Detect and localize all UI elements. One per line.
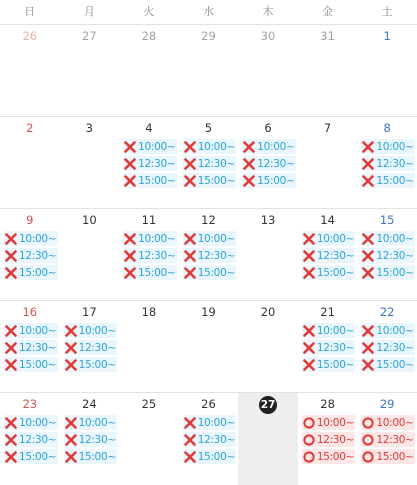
time-slot-full [123,265,177,280]
weekday-mon: 月 [83,5,95,18]
day-number: 21 [320,305,335,319]
time-slot-full [64,357,118,372]
cross-mark-icon [4,324,18,338]
time-slot-available[interactable] [361,449,415,464]
slot-time: 10:00~ [257,140,295,153]
slot-time: 15:00~ [316,450,355,463]
time-slot-full [361,156,415,171]
day-cell[interactable] [238,117,298,209]
day-number: 22 [379,305,395,319]
cross-mark-icon [4,450,18,464]
time-slot-full [302,357,356,372]
day-cell[interactable] [298,301,358,393]
time-slot-full [64,323,118,338]
cross-mark-icon [64,433,78,447]
time-slot-full [302,340,356,355]
day-cell[interactable] [238,209,298,301]
slot-time: 12:30~ [197,157,235,170]
cross-mark-icon [4,433,18,447]
time-slot-available[interactable] [361,432,415,447]
weekday-sat: 土 [381,5,393,18]
time-slot-available[interactable] [302,449,356,464]
day-number: 23 [22,397,38,411]
time-slot-full [183,265,237,280]
day-number: 6 [264,121,272,135]
slot-time: 15:00~ [197,266,235,279]
day-cell[interactable] [119,117,179,209]
slot-time: 15:00~ [19,358,57,371]
day-cell[interactable] [357,25,417,117]
time-slot-full [361,323,415,338]
cross-mark-icon [361,341,375,355]
day-number: 26 [201,397,216,411]
circle-mark-icon [302,433,316,447]
cross-mark-icon [361,249,375,263]
day-number: 1 [383,29,391,43]
cross-mark-icon [242,174,256,188]
time-slot-full [123,156,177,171]
slot-time: 10:00~ [376,140,414,153]
day-cell[interactable] [0,301,60,393]
weekday-wed: 水 [202,5,214,18]
slot-time: 10:00~ [316,232,355,245]
day-number: 24 [82,397,97,411]
slot-time: 12:30~ [316,433,355,446]
slot-time: 10:00~ [19,232,57,245]
time-slot-full [4,432,58,447]
day-number: 25 [141,397,157,411]
weekday-fri: 金 [322,5,334,18]
slot-time: 15:00~ [138,266,176,279]
time-slot-full [302,323,356,338]
slot-time: 15:00~ [376,358,414,371]
slot-time: 10:00~ [376,416,414,429]
day-number: 29 [379,397,395,411]
weekday-thu: 木 [262,5,274,18]
day-number: 14 [320,213,335,227]
slot-time: 15:00~ [376,174,414,187]
cross-mark-icon [183,249,197,263]
slot-time: 10:00~ [376,324,414,337]
day-number: 17 [82,305,97,319]
day-number: 3 [85,121,93,135]
cross-mark-icon [242,140,256,154]
time-slot-full [4,265,58,280]
cross-mark-icon [64,450,78,464]
slot-time: 12:30~ [376,249,414,262]
slot-time: 12:30~ [19,249,57,262]
time-slot-full [123,231,177,246]
cross-mark-icon [183,140,197,154]
slot-time: 10:00~ [316,416,355,429]
day-number: 20 [260,305,276,319]
day-number: 18 [141,305,157,319]
day-cell[interactable] [179,117,239,209]
day-cell[interactable] [119,301,179,393]
circle-mark-icon [361,416,375,430]
cross-mark-icon [123,249,137,263]
time-slot-full [64,340,118,355]
circle-mark-icon [302,416,316,430]
cross-mark-icon [183,433,197,447]
day-cell[interactable] [0,393,60,485]
cross-mark-icon [242,157,256,171]
slot-time: 10:00~ [197,416,235,429]
time-slot-full [4,323,58,338]
day-number: 7 [323,121,332,135]
time-slot-available[interactable] [302,432,356,447]
slot-time: 15:00~ [316,266,355,279]
slot-time: 10:00~ [78,416,116,429]
time-slot-full [4,357,58,372]
cross-mark-icon [302,232,316,246]
time-slot-full [361,231,415,246]
cross-mark-icon [183,416,197,430]
slot-time: 15:00~ [316,358,355,371]
cross-mark-icon [4,358,18,372]
day-number: 2 [26,121,34,135]
weekday-header [0,0,417,25]
day-cell[interactable] [179,393,239,485]
time-slot-full [183,449,237,464]
slot-time: 12:30~ [138,157,176,170]
cross-mark-icon [183,174,197,188]
day-cell[interactable] [0,209,60,301]
day-number: 8 [383,121,391,135]
time-slot-full [123,139,177,154]
time-slot-full [361,248,415,263]
cross-mark-icon [302,341,316,355]
day-cell[interactable] [179,25,239,117]
slot-time: 12:30~ [138,249,176,262]
cross-mark-icon [4,341,18,355]
day-number: 16 [22,305,38,319]
slot-time: 10:00~ [19,416,57,429]
day-cell[interactable] [357,209,417,301]
day-cell[interactable] [238,25,298,117]
day-cell[interactable] [60,393,120,485]
day-number: 28 [141,29,157,43]
day-number: 29 [201,29,216,43]
slot-time: 10:00~ [78,324,116,337]
time-slot-full [183,156,237,171]
day-cell[interactable] [238,301,298,393]
cross-mark-icon [4,249,18,263]
slot-time: 12:30~ [19,433,57,446]
day-number: 9 [26,213,34,227]
slot-time: 12:30~ [19,341,57,354]
slot-time: 12:30~ [316,249,355,262]
time-slot-full [183,231,237,246]
slot-time: 15:00~ [197,174,235,187]
cross-mark-icon [123,140,137,154]
slot-time: 15:00~ [376,450,414,463]
cross-mark-icon [4,266,18,280]
today-indicator: 27 [259,396,277,414]
time-slot-full [361,173,415,188]
slot-time: 10:00~ [138,232,176,245]
cross-mark-icon [302,249,316,263]
time-slot-full [302,265,356,280]
time-slot-full [242,173,296,188]
circle-mark-icon [361,433,375,447]
circle-mark-icon [302,450,316,464]
day-number: 28 [320,397,335,411]
time-slot-full [4,248,58,263]
day-cell[interactable] [119,393,179,485]
weekday-tue: 火 [143,5,155,18]
day-number: 4 [145,121,153,135]
day-number: 10 [82,213,97,227]
day-cell[interactable] [298,393,358,485]
cross-mark-icon [4,416,18,430]
time-slot-full [4,449,58,464]
day-number: 5 [204,121,213,135]
cross-mark-icon [123,232,137,246]
time-slot-full [361,265,415,280]
day-number: 13 [260,213,276,227]
time-slot-full [361,139,415,154]
slot-time: 10:00~ [197,232,235,245]
cross-mark-icon [361,358,375,372]
time-slot-full [64,449,118,464]
day-cell[interactable] [119,209,179,301]
day-number: 12 [201,213,216,227]
slot-time: 12:30~ [257,157,295,170]
day-cell[interactable] [60,301,120,393]
time-slot-full [361,357,415,372]
day-cell[interactable] [60,25,120,117]
day-number: 11 [141,213,157,227]
cross-mark-icon [361,232,375,246]
time-slot-full [183,432,237,447]
cross-mark-icon [64,358,78,372]
day-cell[interactable] [357,393,417,485]
time-slot-available[interactable] [361,415,415,430]
time-slot-full [183,415,237,430]
slot-time: 15:00~ [376,266,414,279]
slot-time: 15:00~ [138,174,176,187]
cross-mark-icon [4,232,18,246]
time-slot-full [183,173,237,188]
day-number: 15 [379,213,395,227]
cross-mark-icon [361,324,375,338]
day-cell[interactable] [298,25,358,117]
day-number: 19 [201,305,216,319]
time-slot-full [242,139,296,154]
slot-time: 15:00~ [197,450,235,463]
weekday-sun: 日 [24,5,36,18]
slot-time: 10:00~ [138,140,176,153]
time-slot-full [242,156,296,171]
cross-mark-icon [361,157,375,171]
slot-time: 12:30~ [197,249,235,262]
slot-time: 12:30~ [376,341,414,354]
day-number: 31 [320,29,335,43]
day-cell[interactable] [60,209,120,301]
time-slot-full [183,248,237,263]
time-slot-full [302,248,356,263]
time-slot-full [183,139,237,154]
cross-mark-icon [64,416,78,430]
day-number: 26 [22,29,38,43]
day-cell[interactable] [179,301,239,393]
week-row [0,116,417,209]
cross-mark-icon [183,266,197,280]
cross-mark-icon [361,266,375,280]
time-slot-full [64,432,118,447]
cross-mark-icon [64,341,78,355]
week-row [0,300,417,393]
day-cell[interactable] [357,117,417,209]
week-row [0,392,417,485]
slot-time: 15:00~ [19,266,57,279]
slot-time: 10:00~ [19,324,57,337]
day-cell[interactable] [179,209,239,301]
time-slot-full [64,415,118,430]
cross-mark-icon [361,174,375,188]
day-cell-today[interactable] [238,393,298,485]
time-slot-available[interactable] [302,415,356,430]
cross-mark-icon [361,140,375,154]
day-number: 27 [82,29,97,43]
cross-mark-icon [302,324,316,338]
cross-mark-icon [183,157,197,171]
time-slot-full [4,340,58,355]
day-cell[interactable] [60,117,120,209]
slot-time: 10:00~ [197,140,235,153]
slot-time: 15:00~ [19,450,57,463]
slot-time: 10:00~ [376,232,414,245]
cross-mark-icon [302,358,316,372]
cross-mark-icon [123,157,137,171]
day-cell[interactable] [298,209,358,301]
day-cell[interactable] [0,117,60,209]
day-cell[interactable] [119,25,179,117]
week-row [0,24,417,117]
cross-mark-icon [123,174,137,188]
time-slot-full [302,231,356,246]
cross-mark-icon [64,324,78,338]
week-row [0,208,417,301]
slot-time: 12:30~ [78,433,116,446]
slot-time: 15:00~ [78,450,116,463]
slot-time: 15:00~ [78,358,116,371]
day-number [238,394,298,414]
slot-time: 12:30~ [376,157,414,170]
cross-mark-icon [183,232,197,246]
slot-time: 12:30~ [316,341,355,354]
slot-time: 12:30~ [197,433,235,446]
time-slot-full [361,340,415,355]
cross-mark-icon [123,266,137,280]
day-cell[interactable] [0,25,60,117]
circle-mark-icon [361,450,375,464]
cross-mark-icon [302,266,316,280]
day-number: 30 [260,29,276,43]
slot-time: 12:30~ [78,341,116,354]
day-cell[interactable] [298,117,358,209]
cross-mark-icon [183,450,197,464]
day-cell[interactable] [357,301,417,393]
time-slot-full [123,248,177,263]
time-slot-full [4,415,58,430]
time-slot-full [4,231,58,246]
slot-time: 10:00~ [316,324,355,337]
time-slot-full [123,173,177,188]
slot-time: 12:30~ [376,433,414,446]
slot-time: 15:00~ [257,174,295,187]
